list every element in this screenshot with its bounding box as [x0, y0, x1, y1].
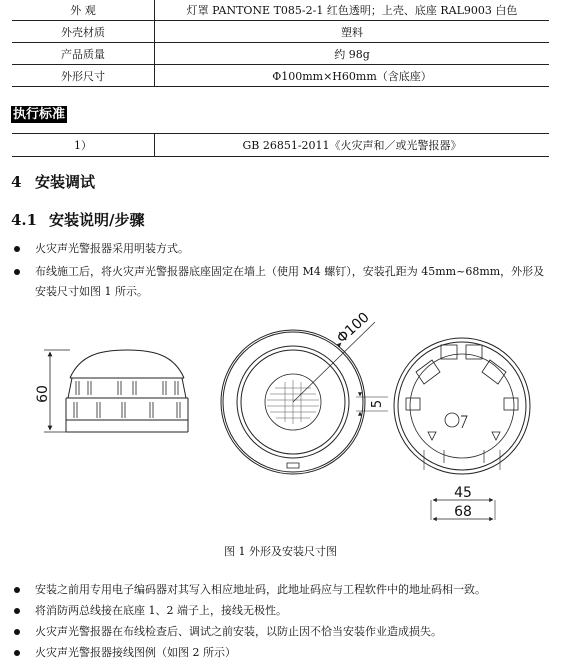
- spec-label: 产品质量: [12, 43, 155, 65]
- height-dimension-label: 60: [35, 385, 51, 403]
- standard-index: 1）: [12, 134, 155, 157]
- spec-value: 塑料: [155, 21, 550, 43]
- standard-value: GB 26851-2011《火灾声和／或光警报器》: [155, 134, 550, 157]
- bullet-icon: [14, 629, 20, 635]
- section-number: 4: [11, 173, 22, 191]
- list-item: [14, 622, 554, 642]
- table-row: [12, 0, 549, 21]
- section-heading: [11, 171, 95, 192]
- spec-table: [12, 0, 549, 87]
- list-item-text: 将消防两总线接在底座 1、2 端子上，接线无极性。: [35, 604, 287, 617]
- spec-label: 外壳材质: [12, 21, 155, 43]
- spec-label: 外 观: [12, 0, 155, 21]
- bullet-icon: [14, 246, 20, 252]
- standards-table: [12, 133, 549, 157]
- list-item: [14, 580, 554, 600]
- bullet-icon: [14, 650, 20, 656]
- section-title: 安装调试: [35, 173, 96, 191]
- hole-max-dimension-label: 68: [454, 504, 472, 520]
- list-item-text: 火灾声光警报器采用明装方式。: [35, 242, 189, 255]
- list-item-text: 火灾声光警报器在布线检查后、调试之前安装，以防止因不恰当安装作业造成损失。: [35, 625, 442, 638]
- subsection-title: 安装说明/步骤: [49, 211, 145, 229]
- depth-dimension-label: 5: [370, 399, 385, 409]
- table-row: [12, 21, 549, 43]
- table-row: [12, 65, 549, 87]
- table-row: [12, 43, 549, 65]
- spec-label: 外形尺寸: [12, 65, 155, 87]
- bullet-icon: [14, 587, 20, 593]
- bullet-icon: [14, 269, 20, 275]
- list-item: [14, 601, 554, 621]
- list-item: [14, 262, 554, 302]
- table-row: [12, 134, 549, 157]
- top-view: [221, 322, 388, 474]
- subsection-heading: [11, 209, 144, 230]
- figure-caption: 图 1 外形及安装尺寸图: [224, 545, 337, 558]
- installation-diagram: [0, 308, 561, 534]
- bullet-icon: [14, 608, 20, 614]
- spec-value: Φ100mm×H60mm（含底座）: [155, 65, 550, 87]
- list-item: [14, 643, 554, 663]
- diameter-dimension-label: Φ100: [333, 309, 373, 347]
- spec-value: 约 98g: [155, 43, 550, 65]
- list-item-text: 布线施工后，将火灾声光警报器底座固定在墙上（使用 M4 螺钉），安装孔距为 45mm~68mm，外形及安装尺寸如图 1 所示。: [35, 265, 545, 298]
- list-item: [14, 239, 554, 259]
- list-item-text: 安装之前用专用电子编码器对其写入相应地址码，此地址码应与工程软件中的地址码相一致。: [35, 583, 486, 596]
- side-view: [44, 350, 188, 432]
- subsection-number: 4.1: [11, 211, 38, 229]
- standards-heading: 执行标准: [13, 107, 66, 122]
- list-item-text: 火灾声光警报器接线图例（如图 2 所示）: [35, 646, 236, 659]
- spec-value: 灯罩 PANTONE T085-2-1 红色透明；上壳、底座 RAL9003 白色: [155, 0, 550, 21]
- hole-min-dimension-label: 45: [454, 485, 472, 501]
